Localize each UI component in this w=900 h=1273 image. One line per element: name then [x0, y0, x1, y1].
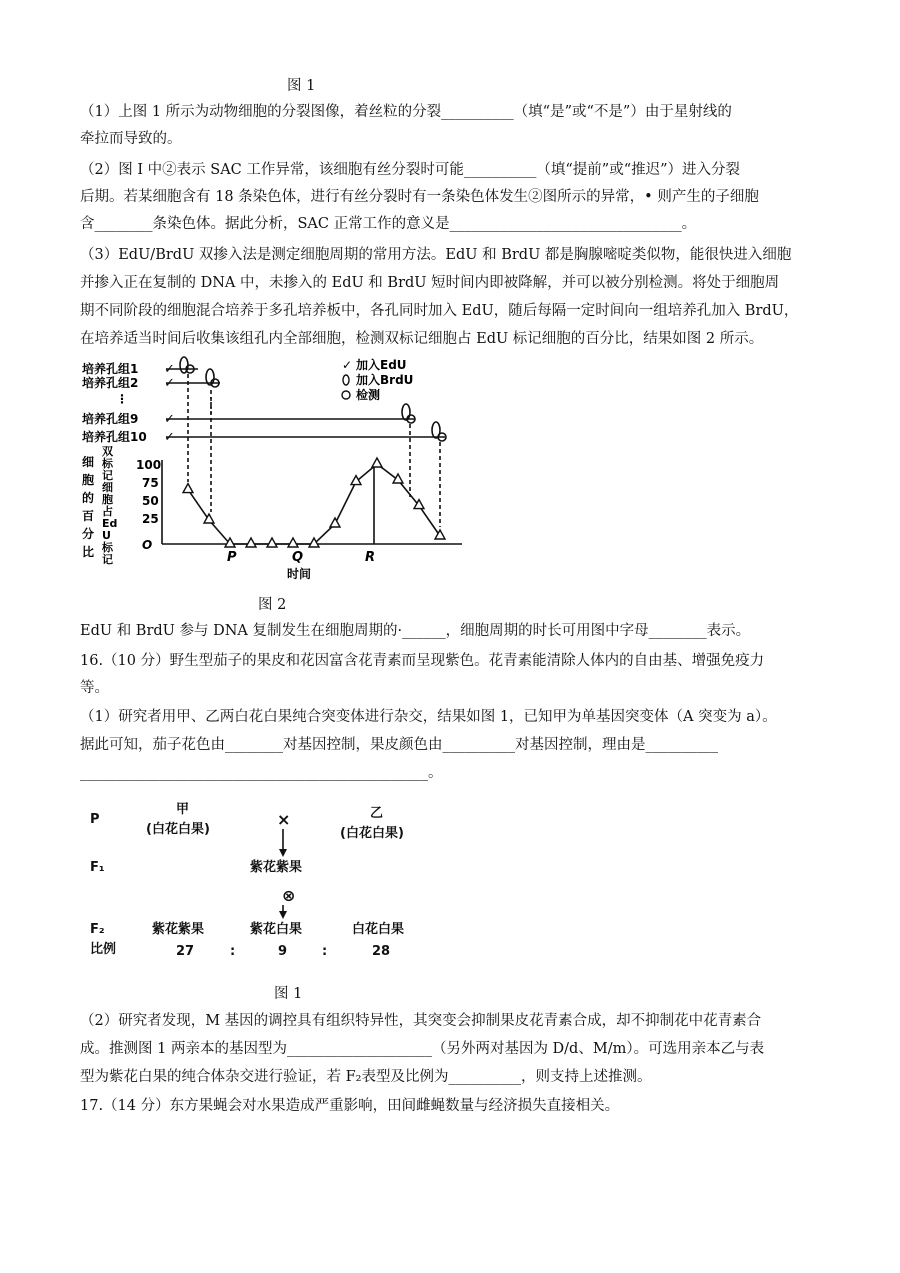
- q16-p2-line2: 成。推测图 1 两亲本的基因型为____________________（另外两对基因为 D/d、M/m）。可选用亲本乙与表: [80, 1041, 765, 1057]
- parent-b-name: 乙: [370, 806, 384, 821]
- svg-text:✓: ✓: [164, 376, 175, 391]
- figure-1-caption: 图 1: [274, 986, 303, 1002]
- svg-text:占: 占: [102, 505, 113, 518]
- parent-a-phenotype: (白花白果): [146, 822, 210, 837]
- data-point-R: [372, 458, 382, 467]
- y-tick-75: 75: [142, 476, 159, 490]
- x-mark-r: R: [365, 550, 376, 565]
- colon-2: :: [322, 944, 328, 959]
- q16-p2-line1: （2）研究者发现，M 基因的调控具有组织特异性，其突变会抑制果皮花青素合成，却不抑制花中花青素合: [80, 1013, 762, 1029]
- row-label-10: 培养孔组10: [82, 430, 147, 444]
- data-point-P: [267, 538, 277, 547]
- q16-intro-line2: 等。: [80, 680, 109, 696]
- figure-1-top-caption: 图 1: [287, 78, 316, 94]
- y-axis-label-main: [82, 454, 94, 559]
- y-tick-0: O: [142, 538, 153, 552]
- parent-a-name: 甲: [176, 802, 190, 817]
- legend-add-brdu: 加入BrdU: [356, 373, 414, 387]
- svg-text:✓: ✓: [342, 358, 353, 372]
- svg-text:标: 标: [102, 541, 113, 554]
- row-label-2: 培养孔组2: [82, 376, 139, 390]
- y-tick-25: 25: [142, 512, 159, 526]
- x-mark-p: P: [227, 550, 237, 565]
- data-point-1: [183, 484, 193, 493]
- f2-phenotype-1: 紫花紫果: [152, 922, 205, 937]
- self-cross-symbol: ⊗: [282, 886, 296, 905]
- svg-text:记: 记: [102, 469, 113, 482]
- label-f1: F₁: [90, 860, 105, 875]
- row-label-9: 培养孔组9: [82, 412, 139, 426]
- f2-ratio-3: 28: [372, 944, 391, 959]
- legend-detect: 检测: [356, 388, 381, 402]
- q16-p2-line3: 型为紫花白果的纯合体杂交进行验证，若 F₂表型及比例为__________，则支持上述推测。: [80, 1069, 652, 1085]
- f2-ratio-1: 27: [176, 944, 195, 959]
- data-point-6: [330, 518, 340, 527]
- y-axis-label-side: [101, 445, 117, 566]
- colon-1: :: [230, 944, 236, 959]
- svg-text:标: 标: [102, 457, 113, 470]
- data-point-5: [288, 538, 298, 547]
- svg-text:细: 细: [102, 481, 113, 494]
- q15-p3-line3: 期不同阶段的细胞混合培养于多孔培养板中，各孔同时加入 EdU，随后每隔一定时间向一组培养孔加入 BrdU，: [80, 303, 799, 319]
- cross-diagram: [80, 795, 440, 970]
- q17-line: 17.（14 分）东方果蝇会对水果造成严重影响，田间雌蝇数量与经济损失直接相关。: [80, 1098, 620, 1114]
- svg-text:分: 分: [82, 527, 95, 541]
- svg-text:Ed: Ed: [102, 517, 118, 530]
- figure-2-chart: [80, 352, 480, 587]
- q15-p3-line4: 在培养适当时间后收集该组孔内全部细胞，检测双标记细胞占 EdU 标记细胞的百分比，结果如图 2 所示。: [80, 331, 764, 347]
- svg-text:细: 细: [82, 455, 95, 469]
- svg-text:✓: ✓: [164, 362, 175, 377]
- label-p: P: [90, 812, 100, 827]
- svg-text:双: 双: [102, 445, 113, 458]
- q15-p4: EdU 和 BrdU 参与 DNA 复制发生在细胞周期的·______，细胞周期的时长可用图中字母________表示。: [80, 623, 751, 639]
- row-label-1: 培养孔组1: [82, 362, 139, 376]
- figure-2-caption: 图 2: [258, 597, 287, 613]
- q15-p2-line1: （2）图 I 中②表示 SAC 工作异常，该细胞有丝分裂时可能__________（填“提前”或“推迟”）进入分裂: [80, 162, 741, 178]
- svg-text:✓: ✓: [164, 412, 175, 427]
- x-mark-q: Q: [292, 550, 304, 565]
- series-line: [188, 464, 440, 544]
- y-tick-100: 100: [136, 458, 162, 472]
- f2-phenotype-2: 紫花白果: [250, 922, 303, 937]
- f2-phenotype-3: 白花白果: [352, 922, 405, 937]
- legend: [342, 357, 413, 402]
- q16-intro-line1: 16.（10 分）野生型茄子的果皮和花因富含花青素而呈现紫色。花青素能清除人体内的自由基、增强免疫力: [80, 653, 765, 669]
- parent-b-phenotype: (白花白果): [340, 826, 404, 841]
- svg-text:✓: ✓: [164, 430, 175, 445]
- label-ratio: 比例: [90, 942, 117, 957]
- y-tick-50: 50: [142, 494, 159, 508]
- data-point-8: [393, 474, 403, 483]
- chart-series: [183, 458, 445, 547]
- q15-p1-line1: （1）上图 1 所示为动物细胞的分裂图像，着丝粒的分裂__________（填“是”或“不是”）由于星射线的: [80, 104, 732, 120]
- q15-p2-line2: 后期。若某细胞含有 18 条染色体，进行有丝分裂时有一条染色体发生②图所示的异常，• 则产生的子细胞: [80, 189, 759, 205]
- svg-text:⋮: ⋮: [116, 392, 128, 406]
- label-f2: F₂: [90, 922, 105, 937]
- svg-text:胞: 胞: [82, 473, 95, 487]
- svg-text:百: 百: [82, 509, 95, 523]
- svg-text:胞: 胞: [102, 493, 113, 506]
- svg-text:比: 比: [82, 545, 95, 559]
- svg-text:U: U: [102, 529, 111, 542]
- q15-p2-line3: 含________条染色体。据此分析，SAC 正常工作的意义是________________________________。: [80, 216, 697, 232]
- cross-symbol: ×: [277, 810, 291, 829]
- q15-p3-line1: （3）EdU/BrdU 双掺入法是测定细胞周期的常用方法。EdU 和 BrdU 都是胸腺嘧啶类似物，能很快进入细胞: [80, 247, 792, 263]
- legend-add-edu: 加入EdU: [356, 358, 407, 372]
- q15-p1-line2: 牵拉而导致的。: [80, 131, 182, 147]
- f2-ratio-2: 9: [278, 944, 288, 959]
- svg-text:的: 的: [82, 491, 95, 505]
- svg-text:记: 记: [102, 553, 113, 566]
- data-point-4: [246, 538, 256, 547]
- x-axis-title: 时间: [287, 567, 312, 581]
- data-point-Q: [309, 538, 319, 547]
- q16-p1-line2: 据此可知，茄子花色由________对基因控制，果皮颜色由__________对基因控制，理由是__________: [80, 737, 718, 753]
- q16-p1-line3: ________________________________________________。: [80, 765, 443, 781]
- data-point-7: [351, 476, 361, 485]
- q15-p3-line2: 并掺入正在复制的 DNA 中，未掺入的 EdU 和 BrdU 短时间内即被降解，并可以被分别检测。将处于细胞周: [80, 275, 780, 291]
- f1-phenotype: 紫花紫果: [250, 860, 303, 875]
- q16-p1-line1: （1）研究者用甲、乙两白花白果纯合突变体进行杂交，结果如图 1，已知甲为单基因突变体（A 突变为 a）。: [80, 709, 777, 725]
